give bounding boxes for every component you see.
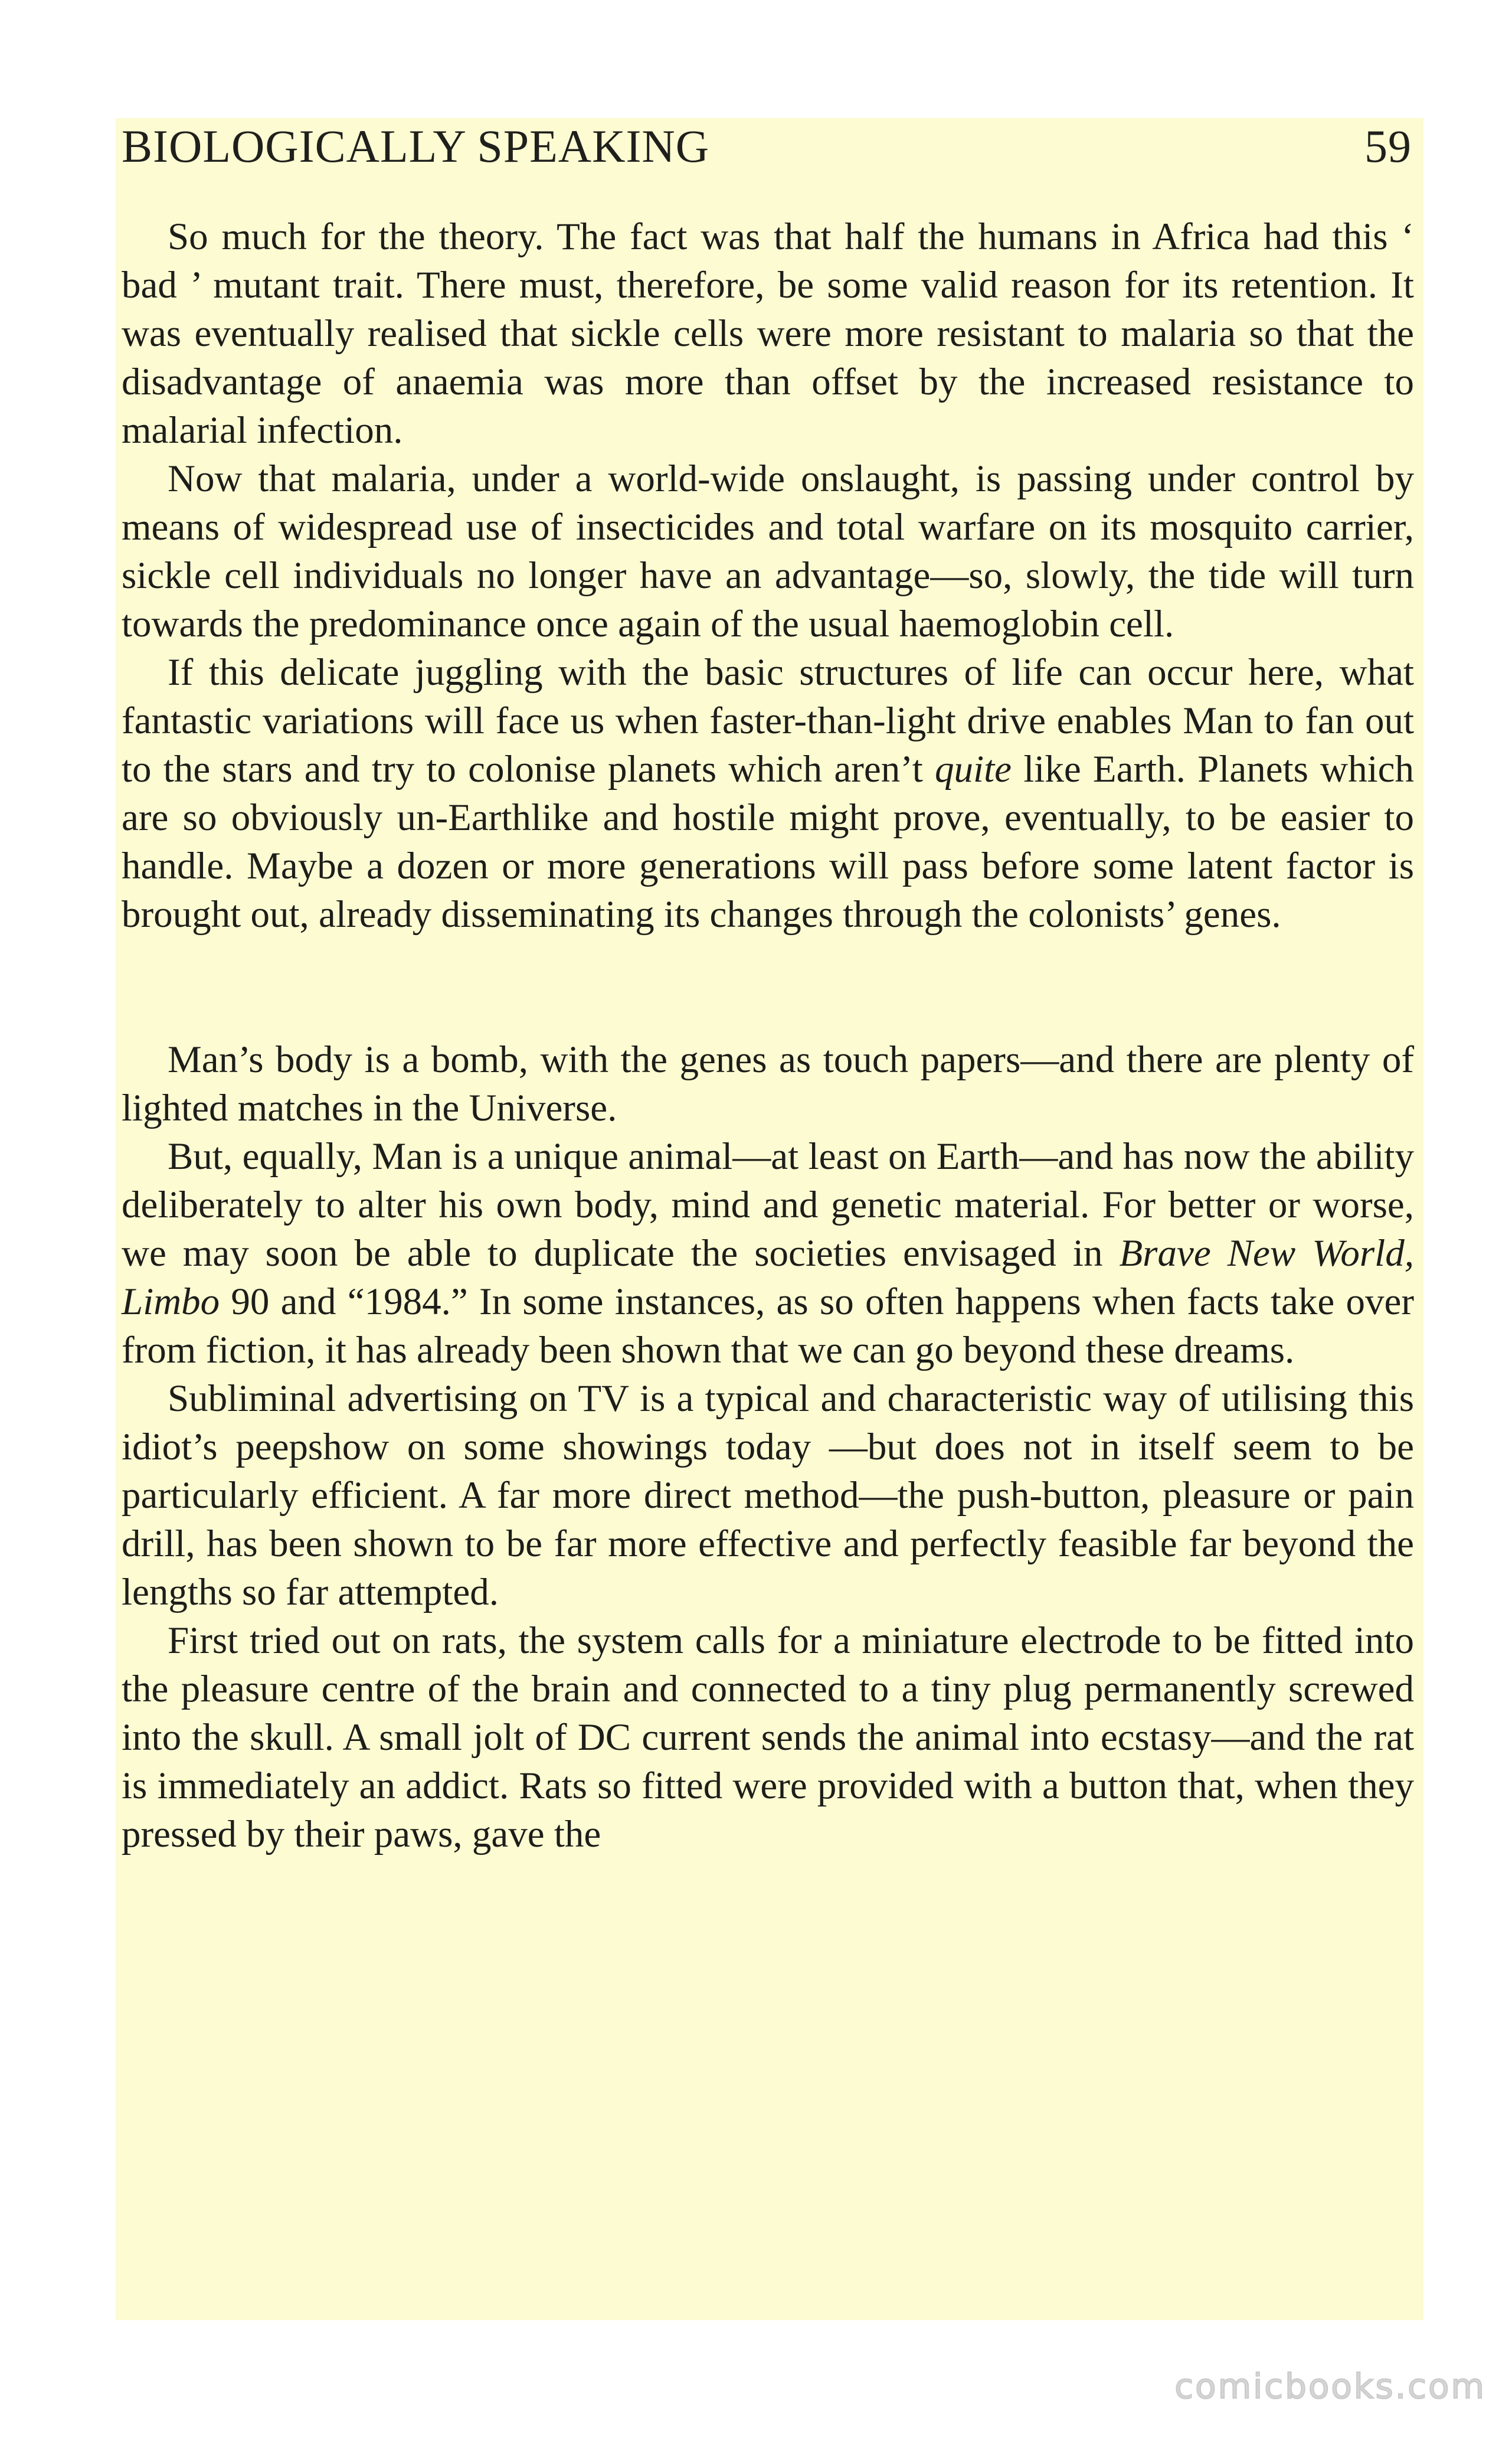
page-number: 59: [1364, 120, 1412, 172]
italic-word: quite: [935, 748, 1012, 790]
watermark-logo: comicbooks.com: [1174, 2366, 1486, 2406]
paragraph-rat-experiment: First tried out on rats, the system calls for a miniature electrode to be fitted into the pleasure centre of the brain and connected to a tiny plug permanently screwed into the skull. A small jolt of DC current sends the animal into ecstasy—and the rat is immediately an addict. Rats so fitted were provided with a button that, when they pressed by their paws, gave the: [122, 1619, 1414, 1855]
paragraph-text: But, equally, Man is a unique animal—at least on Earth—and has now the ability deliberately to alter his own body, mind and genetic material. For better or worse, we may soon be able to duplicate the societies envisaged in: [122, 1135, 1414, 1275]
body-text: [122, 213, 1414, 1858]
paragraph-unique-animal: [122, 1132, 1414, 1374]
paragraph-text: like Earth. Planets which are so obviously un-Earthlike and hostile might prove, eventually, to be easier to handle. Maybe a dozen or more generations will pass before some latent factor is brought out, already disseminating its changes through the colonists’ genes.: [122, 748, 1415, 936]
page-header: [116, 118, 1423, 175]
paragraph-subliminal-advertising: Subliminal advertising on TV is a typical and characteristic way of utilising this idiot’s peepshow on some showings today —but does not in itself seem to be particularly efficient. A far more direct method—the push-button, pleasure or pain drill, has been shown to be far more effective and perfectly feasible far beyond the lengths so far attempted.: [122, 1377, 1414, 1613]
section-break: [122, 939, 1414, 1035]
paragraph-text: If this delicate juggling with the basic structures of life can occur here, what fantastic variations will face us when faster-than-light drive enables Man to fan out to the stars and try to colonise planets which aren’t: [122, 651, 1414, 790]
running-head: BIOLOGICALLY SPEAKING: [122, 120, 710, 172]
book-page: [116, 118, 1423, 2320]
paragraph-colonise-planets: [122, 648, 1414, 939]
italic-title: Brave New World, Limbo: [122, 1232, 1414, 1323]
paragraph-sickle-cell-theory: So much for the theory. The fact was that half the humans in Africa had this ‘ bad ’ mutant trait. There must, therefore, be some valid reason for its retention. It was eventually realised that sickle cells were more resistant to malaria so that the disadvantage of anaemia was more than offset by the increased resistance to malarial infection.: [122, 215, 1414, 452]
paragraph-text: 90 and “1984.” In some instances, as so often happens when facts take over from fiction, it has already been shown that we can go beyond these dreams.: [122, 1280, 1414, 1371]
paragraph-malaria-control: Now that malaria, under a world-wide onslaught, is passing under control by means of widespread use of insecticides and total warfare on its mosquito carrier, sickle cell individuals no longer have an advantage—so, slowly, the tide will turn towards the predominance once again of the usual haemoglobin cell.: [122, 458, 1414, 645]
paragraph-body-is-a-bomb: Man’s body is a bomb, with the genes as touch papers—and there are plenty of lighted matches in the Universe.: [122, 1038, 1414, 1129]
